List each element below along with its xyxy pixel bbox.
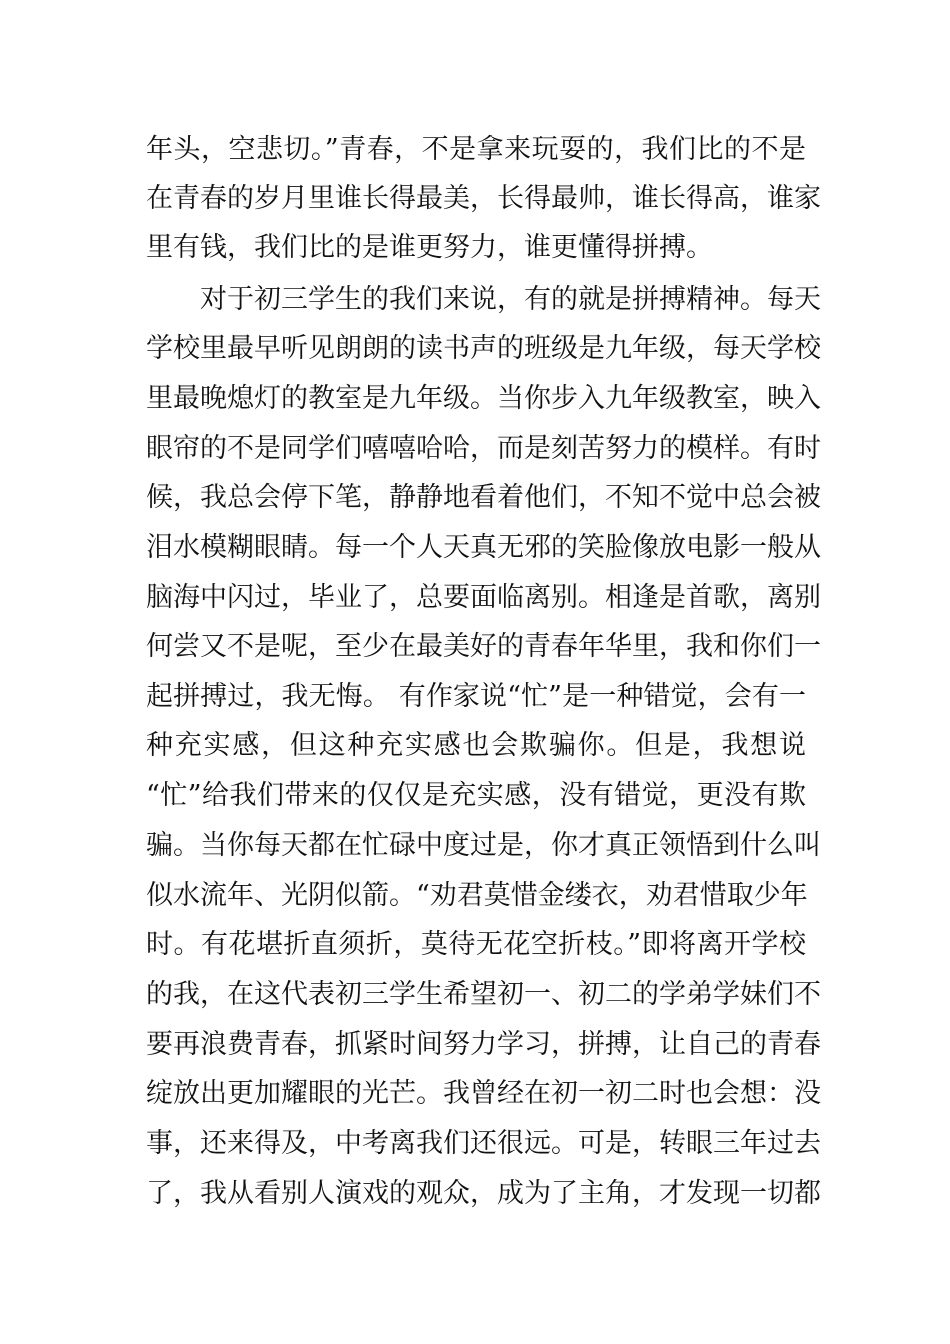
text-line: 骗。当你每天都在忙碌中度过是，你才真正领悟到什么叫 [146,830,821,861]
text-line: 泪水模糊眼睛。每一个人天真无邪的笑脸像放电影一般从 [146,532,821,563]
text-line: 里最晚熄灯的教室是九年级。当你步入九年级教室，映入 [146,383,821,414]
text-line: 年头，空悲切。”青春，不是拿来玩耍的，我们比的不是 [146,134,806,165]
text-line: 种充实感，但这种充实感也会欺骗你。但是，我想说 [146,730,806,761]
text-line: 候，我总会停下笔，静静地看着他们，不知不觉中总会被 [146,482,821,513]
text-line: 里有钱，我们比的是谁更努力，谁更懂得拼搏。 [146,232,713,263]
text-line: 事，还来得及，中考离我们还很远。可是，转眼三年过去 [146,1128,821,1159]
text-line: “忙”给我们带来的仅仅是充实感，没有错觉，更没有欺 [146,780,806,811]
text-line: 学校里最早听见朗朗的读书声的班级是九年级，每天学校 [146,333,821,364]
text-line: 脑海中闪过，毕业了，总要面临离别。相逢是首歌，离别 [146,582,821,613]
text-line: 似水流年、光阴似箭。“劝君莫惜金缕衣，劝君惜取少年 [146,880,808,911]
text-line: 时。有花堪折直须折，莫待无花空折枝。”即将离开学校 [146,929,806,960]
text-line: 绽放出更加耀眼的光芒。我曾经在初一初二时也会想：没 [146,1078,821,1109]
text-line: 何尝又不是呢，至少在最美好的青春年华里，我和你们一 [146,631,821,662]
text-line: 了，我从看别人演戏的观众，成为了主角，才发现一切都 [146,1178,821,1209]
text-line: 起拼搏过，我无悔。 有作家说“忙”是一种错觉，会有一 [146,681,806,712]
text-line: 在青春的岁月里谁长得最美，长得最帅，谁长得高，谁家 [146,183,821,214]
text-line: 眼帘的不是同学们嘻嘻哈哈，而是刻苦努力的模样。有时 [146,433,821,464]
text-line: 的我，在这代表初三学生希望初一、初二的学弟学妹们不 [146,979,821,1010]
paragraph-first-line: 对于初三学生的我们来说，有的就是拼搏精神。每天 [200,284,821,315]
text-line: 要再浪费青春，抓紧时间努力学习，拼搏，让自己的青春 [146,1029,821,1060]
